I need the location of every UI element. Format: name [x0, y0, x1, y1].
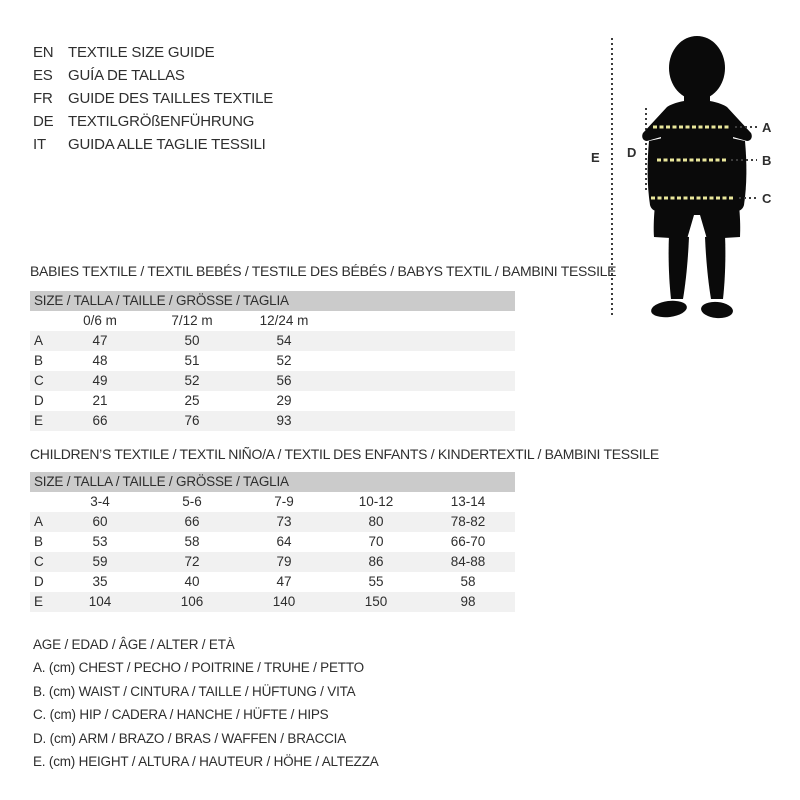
value-cell: 35	[92, 574, 108, 589]
value-cell: 50	[184, 333, 200, 348]
measure-label-a: A	[762, 120, 772, 135]
value-cell: 79	[276, 554, 292, 569]
lang-code: DE	[33, 113, 54, 130]
children-size-table	[30, 472, 515, 612]
babies-size-table	[30, 291, 515, 431]
value-cell: 47	[92, 333, 108, 348]
lang-code: EN	[33, 44, 54, 61]
table-row	[30, 532, 515, 552]
column-header-row	[30, 311, 515, 331]
value-cell: 93	[276, 413, 292, 428]
value-cell: 66	[92, 413, 108, 428]
child-silhouette	[642, 36, 752, 319]
row-label: D	[34, 393, 44, 408]
legend-arm: D. (cm) ARM / BRAZO / BRAS / WAFFEN / BRACCIA	[33, 730, 347, 746]
lang-title: GUIDA ALLE TAGLIE TESSILI	[68, 136, 266, 153]
legend-age: AGE / EDAD / ÂGE / ALTER / ETÀ	[33, 637, 235, 652]
value-cell: 86	[368, 554, 384, 569]
column-header: 0/6 m	[83, 313, 117, 328]
table-row	[30, 512, 515, 532]
row-label: C	[34, 554, 44, 569]
column-header: 7-9	[274, 494, 294, 509]
table-row	[30, 572, 515, 592]
measure-label-c: C	[762, 191, 772, 206]
column-header-row	[30, 492, 515, 512]
value-cell: 51	[184, 353, 200, 368]
table-row	[30, 411, 515, 431]
value-cell: 106	[180, 594, 204, 609]
value-cell: 40	[184, 574, 200, 589]
lang-row-es	[33, 64, 273, 87]
value-cell: 54	[276, 333, 292, 348]
row-label: A	[34, 333, 44, 348]
value-cell: 98	[460, 594, 476, 609]
legend-chest: A. (cm) CHEST / PECHO / POITRINE / TRUHE / PETTO	[33, 660, 364, 676]
value-cell: 56	[276, 373, 292, 388]
value-cell: 66-70	[450, 534, 486, 549]
value-cell: 25	[184, 393, 200, 408]
value-cell: 60	[92, 514, 108, 529]
lang-row-it	[33, 133, 273, 156]
lang-title: TEXTILE SIZE GUIDE	[68, 44, 215, 61]
measure-label-b: B	[762, 153, 772, 168]
row-label: A	[34, 514, 44, 529]
column-header: 7/12 m	[171, 313, 213, 328]
lang-code: ES	[33, 67, 53, 84]
lang-row-de	[33, 110, 273, 133]
legend-waist: B. (cm) WAIST / CINTURA / TAILLE / HÜFTUNG / VITA	[33, 683, 356, 699]
row-label: C	[34, 373, 44, 388]
row-label: D	[34, 574, 44, 589]
column-header: 3-4	[90, 494, 110, 509]
row-label: B	[34, 353, 44, 368]
measurement-figure	[585, 25, 800, 325]
children-table-body	[30, 492, 515, 612]
legend-hip: C. (cm) HIP / CADERA / HANCHE / HÜFTE / HIPS	[33, 707, 329, 723]
value-cell: 47	[276, 574, 292, 589]
row-label: B	[34, 534, 44, 549]
lang-row-fr	[33, 87, 273, 110]
table-row	[30, 592, 515, 612]
lang-row-en	[33, 41, 273, 64]
legend-height: E. (cm) HEIGHT / ALTURA / HAUTEUR / HÖHE / ALTEZZA	[33, 753, 379, 769]
table-header-bar: SIZE / TALLA / TAILLE / GRÖSSE / TAGLIA	[30, 472, 515, 492]
value-cell: 70	[368, 534, 384, 549]
value-cell: 48	[92, 353, 108, 368]
lang-code: IT	[33, 136, 46, 153]
corner-cell	[30, 492, 54, 512]
value-cell: 49	[92, 373, 108, 388]
value-cell: 140	[272, 594, 296, 609]
lang-title: TEXTILGRÖßENFÜHRUNG	[68, 113, 255, 130]
table-header-bar: SIZE / TALLA / TAILLE / GRÖSSE / TAGLIA	[30, 291, 515, 311]
table-row	[30, 351, 515, 371]
value-cell: 84-88	[450, 554, 486, 569]
value-cell: 58	[184, 534, 200, 549]
corner-cell	[30, 311, 54, 331]
value-cell: 76	[184, 413, 200, 428]
value-cell: 150	[364, 594, 388, 609]
babies-table-body	[30, 311, 515, 431]
table-row	[30, 371, 515, 391]
table-row	[30, 391, 515, 411]
babies-section-heading: BABIES TEXTILE / TEXTIL BEBÉS / TESTILE DES BÉBÉS / BABYS TEXTIL / BAMBINI TESSILE	[30, 263, 617, 279]
value-cell: 73	[276, 514, 292, 529]
measurement-legend	[33, 633, 379, 773]
column-header: 13-14	[450, 494, 486, 509]
value-cell: 52	[184, 373, 200, 388]
children-section-heading: CHILDREN’S TEXTILE / TEXTIL NIÑO/A / TEXTIL DES ENFANTS / KINDERTEXTIL / BAMBINI TESSILE	[30, 446, 659, 462]
value-cell: 59	[92, 554, 108, 569]
value-cell: 55	[368, 574, 384, 589]
lang-title: GUÍA DE TALLAS	[68, 67, 185, 84]
value-cell: 29	[276, 393, 292, 408]
lang-code: FR	[33, 90, 53, 107]
row-label: E	[34, 594, 44, 609]
value-cell: 72	[184, 554, 200, 569]
value-cell: 64	[276, 534, 292, 549]
column-header: 10-12	[358, 494, 394, 509]
language-title-list	[33, 41, 273, 156]
row-label: E	[34, 413, 44, 428]
column-header: 12/24 m	[259, 313, 309, 328]
value-cell: 80	[368, 514, 384, 529]
lang-title: GUIDE DES TAILLES TEXTILE	[68, 90, 274, 107]
value-cell: 66	[184, 514, 200, 529]
value-cell: 104	[88, 594, 112, 609]
measure-label-d: D	[627, 145, 637, 160]
measure-label-e: E	[591, 150, 600, 165]
table-row	[30, 331, 515, 351]
column-header: 5-6	[182, 494, 202, 509]
value-cell: 21	[92, 393, 108, 408]
value-cell: 58	[460, 574, 476, 589]
value-cell: 78-82	[450, 514, 486, 529]
value-cell: 53	[92, 534, 108, 549]
child-silhouette-diagram	[585, 25, 800, 325]
value-cell: 52	[276, 353, 292, 368]
table-row	[30, 552, 515, 572]
